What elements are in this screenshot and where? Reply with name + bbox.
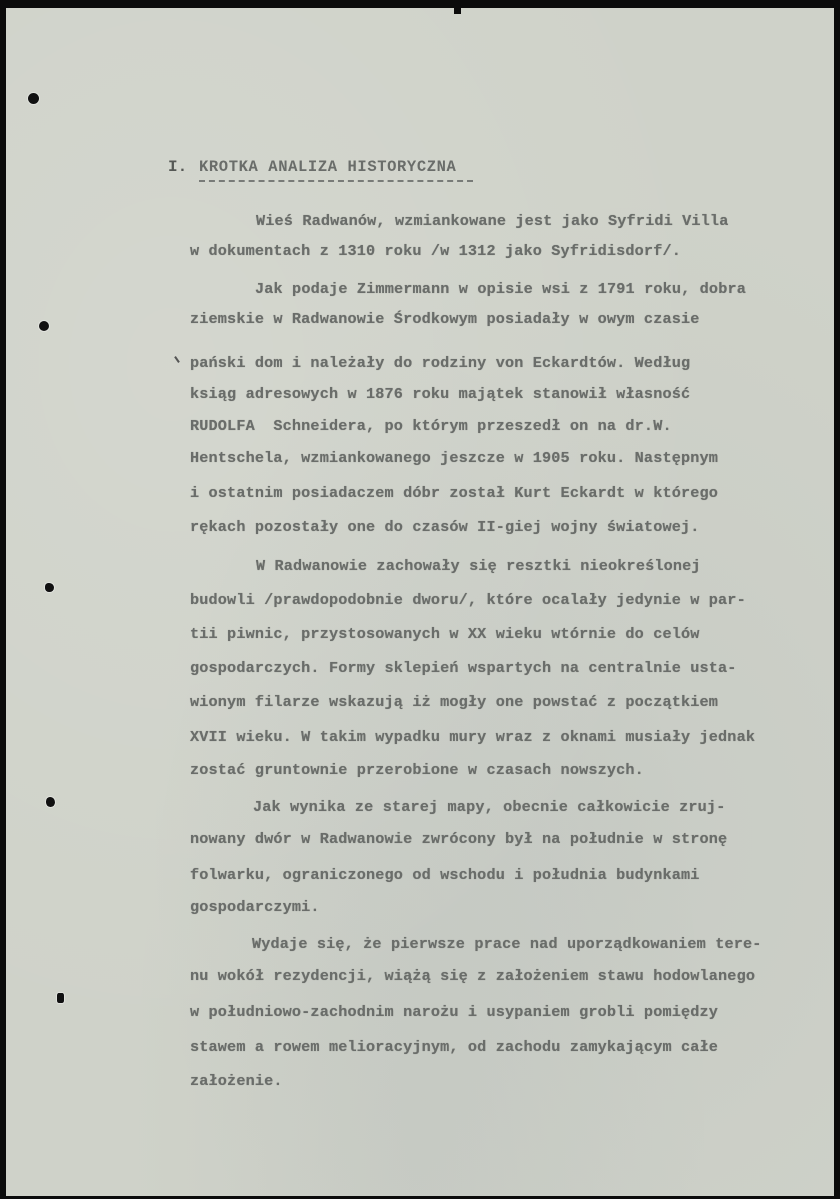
text-line: W Radwanowie zachowały się resztki nieokreślonej bbox=[256, 557, 701, 575]
section-title: KROTKA ANALIZA HISTORYCZNA bbox=[199, 158, 457, 176]
text-line: gospodarczych. Formy sklepień wspartych na centralnie usta- bbox=[190, 659, 737, 677]
document-page bbox=[6, 8, 834, 1196]
text-line: nu wokół rezydencji, wiążą się z założeniem stawu hodowlanego bbox=[190, 967, 756, 985]
section-number: I. bbox=[168, 158, 188, 176]
punch-hole-icon bbox=[45, 583, 54, 592]
punch-hole-icon bbox=[57, 993, 64, 1003]
punch-hole-icon bbox=[28, 93, 39, 104]
scan-edge-notch bbox=[454, 8, 461, 14]
text-line: ksiąg adresowych w 1876 roku majątek stanowił własność bbox=[190, 385, 691, 403]
text-line: i ostatnim posiadaczem dóbr został Kurt Eckardt w którego bbox=[190, 484, 719, 502]
text-line: pański dom i należały do rodziny von Eckardtów. Według bbox=[190, 354, 691, 372]
text-line: Jak wynika ze starej mapy, obecnie całkowicie zruj- bbox=[253, 798, 726, 816]
text-line: założenie. bbox=[190, 1072, 283, 1090]
text-line: XVII wieku. W takim wypadku mury wraz z oknami musiały jednak bbox=[190, 728, 756, 746]
text-line: RUDOLFA Schneidera, po którym przeszedł on na dr.W. bbox=[190, 417, 672, 435]
text-line: nowany dwór w Radwanowie zwrócony był na południe w stronę bbox=[190, 830, 728, 848]
text-line: tii piwnic, przystosowanych w XX wieku wtórnie do celów bbox=[190, 625, 700, 643]
text-line: rękach pozostały one do czasów II-giej wojny światowej. bbox=[190, 518, 700, 536]
text-line: ziemskie w Radwanowie Środkowym posiadały w owym czasie bbox=[190, 310, 700, 328]
text-line: Jak podaje Zimmermann w opisie wsi z 1791 roku, dobra bbox=[255, 280, 746, 298]
text-line: zostać gruntownie przerobione w czasach nowszych. bbox=[190, 761, 644, 779]
text-line: w południowo-zachodnim narożu i usypaniem grobli pomiędzy bbox=[190, 1003, 719, 1021]
text-line: wionym filarze wskazują iż mogły one powstać z początkiem bbox=[190, 693, 719, 711]
text-line: Hentschela, wzmiankowanego jeszcze w 1905 roku. Następnym bbox=[190, 449, 719, 467]
punch-hole-icon bbox=[46, 797, 55, 807]
title-underline bbox=[199, 180, 473, 182]
ink-speck bbox=[174, 356, 180, 363]
text-line: gospodarczymi. bbox=[190, 898, 320, 916]
text-line: stawem a rowem melioracyjnym, od zachodu zamykającym całe bbox=[190, 1038, 719, 1056]
text-line: Wydaje się, że pierwsze prace nad uporządkowaniem tere- bbox=[252, 935, 762, 953]
text-line: folwarku, ograniczonego od wschodu i południa budynkami bbox=[190, 866, 700, 884]
punch-hole-icon bbox=[39, 321, 49, 331]
text-line: Wieś Radwanów, wzmiankowane jest jako Syfridi Villa bbox=[256, 212, 729, 230]
text-line: w dokumentach z 1310 roku /w 1312 jako Syfridisdorf/. bbox=[190, 242, 681, 260]
text-line: budowli /prawdopodobnie dworu/, które ocalały jedynie w par- bbox=[190, 591, 746, 609]
